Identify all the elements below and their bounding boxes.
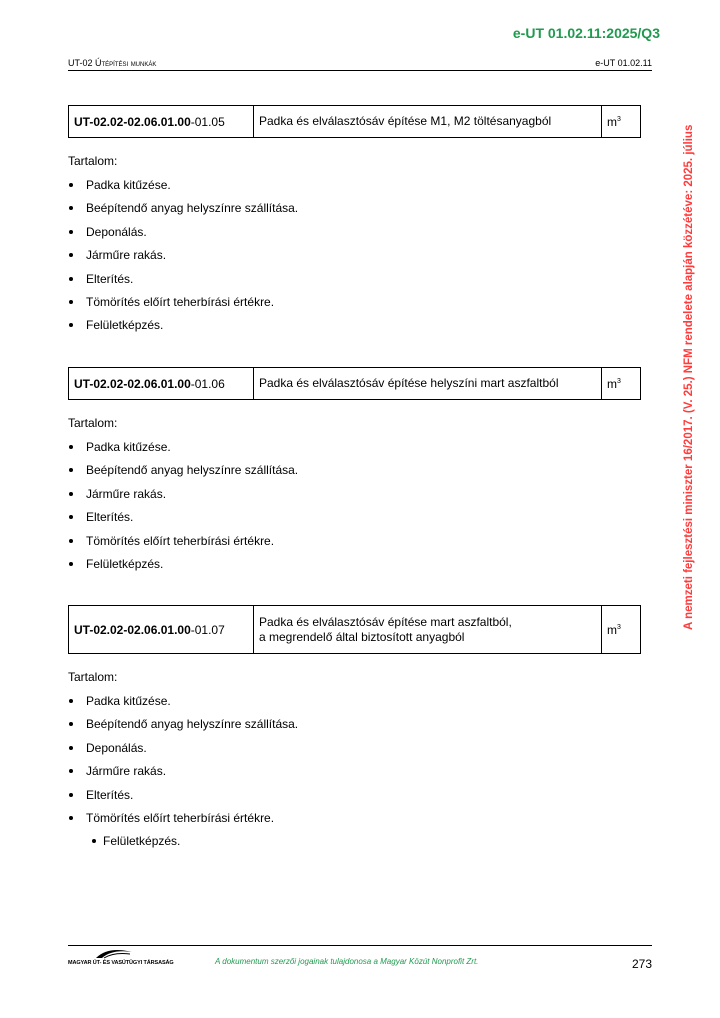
item-code-main: UT-02.02-02.06.01.00: [74, 622, 191, 637]
content-list-0107: [68, 694, 298, 858]
document-code: e-UT 01.02.11:2025/Q3: [512, 25, 660, 41]
content-list-0106: [68, 440, 298, 580]
bullet-icon: [69, 445, 73, 449]
list-item-text: Padka kitűzése.: [86, 440, 171, 454]
list-item-text: Padka kitűzése.: [86, 694, 171, 708]
list-item: [68, 834, 298, 857]
bullet-icon: [69, 539, 73, 543]
list-item-text: Tömörítés előírt teherbírási értékre.: [86, 294, 275, 309]
list-item-text: Felületképzés.: [86, 556, 164, 571]
list-item-text: Felületképzés.: [103, 834, 181, 849]
header-section: [68, 58, 156, 68]
list-item: [68, 248, 298, 271]
header-section-title: Útépítési munkák: [95, 58, 157, 68]
bullet-icon: [69, 492, 73, 496]
content-label: Tartalom:: [68, 154, 118, 168]
bullet-icon: [69, 230, 73, 234]
content-list-0105: [68, 178, 298, 342]
list-item: [68, 694, 298, 717]
list-item-text: Elterítés.: [86, 787, 134, 802]
item-table-0107: [68, 605, 641, 654]
item-code-main: UT-02.02-02.06.01.00: [74, 376, 191, 391]
item-description: [254, 606, 602, 654]
item-table-0105: [68, 105, 641, 138]
list-item-text: Beépítendő anyag helyszínre szállítása.: [86, 201, 299, 216]
bullet-icon: [92, 839, 96, 843]
list-item: [68, 201, 298, 224]
unit-exponent: 3: [617, 377, 621, 385]
list-item-text: Beépítendő anyag helyszínre szállítása.: [86, 463, 299, 478]
item-unit: [602, 106, 641, 138]
item-unit: [602, 606, 641, 654]
list-item: [68, 225, 298, 248]
item-table-0106: [68, 367, 641, 400]
item-description-line-1: Padka és elválasztósáv építése mart aszfaltból,: [259, 614, 512, 629]
bullet-icon: [69, 769, 73, 773]
bullet-icon: [69, 300, 73, 304]
list-item-text: Padka kitűzése.: [86, 178, 171, 192]
bullet-icon: [69, 277, 73, 281]
unit-exponent: 3: [617, 623, 621, 631]
item-code-suffix: -01.05: [190, 114, 225, 129]
unit-base: m: [607, 376, 617, 391]
item-code: [69, 368, 254, 400]
list-item-text: Tömörítés előírt teherbírási értékre.: [86, 533, 275, 548]
content-label: Tartalom:: [68, 416, 118, 430]
page-number: 273: [631, 957, 652, 971]
list-item: [68, 295, 298, 318]
bullet-icon: [69, 515, 73, 519]
list-item-text: Járműre rakás.: [86, 764, 167, 779]
bullet-icon: [69, 699, 73, 703]
copyright-notice: A dokumentum szerzői jogainak tulajdonosa a Magyar Közút Nonprofit Zrt.: [215, 957, 479, 966]
bullet-icon: [69, 562, 73, 566]
bullet-icon: [69, 253, 73, 257]
list-item-text: Tömörítés előírt teherbírási értékre.: [86, 810, 275, 825]
list-item: [68, 557, 298, 580]
list-item: [68, 717, 298, 740]
company-logo: [68, 948, 174, 970]
bullet-icon: [69, 746, 73, 750]
footer-divider: [68, 945, 652, 946]
list-item-text: Járműre rakás.: [86, 486, 167, 501]
publication-note: A nemzeti fejlesztési miniszter 16/2017. (V. 25.) NFM rendelete alapján közzétéve: 2025. július: [683, 124, 695, 630]
list-item-text: Elterítés.: [86, 271, 134, 286]
item-code-main: UT-02.02-02.06.01.00: [74, 114, 191, 129]
content-label: Tartalom:: [68, 670, 118, 684]
bullet-icon: [69, 816, 73, 820]
list-item: [68, 463, 298, 486]
logo-text: MAGYAR ÚT- ÉS VASÚTÜGYI TÁRSASÁG: [68, 960, 174, 966]
list-item-text: Elterítés.: [86, 510, 134, 525]
list-item: [68, 534, 298, 557]
item-code: [69, 106, 254, 138]
list-item-text: Deponálás.: [86, 740, 147, 755]
header-section-prefix: UT-02: [68, 58, 96, 68]
list-item: [68, 811, 298, 834]
list-item-text: Beépítendő anyag helyszínre szállítása.: [86, 717, 299, 732]
item-unit: [602, 368, 641, 400]
bullet-icon: [69, 468, 73, 472]
list-item: [68, 487, 298, 510]
list-item: [68, 788, 298, 811]
bullet-icon: [69, 793, 73, 797]
list-item: [68, 272, 298, 295]
bullet-icon: [69, 206, 73, 210]
item-description: Padka és elválasztósáv építése M1, M2 töltésanyagból: [254, 106, 602, 138]
list-item: [68, 510, 298, 533]
unit-exponent: 3: [617, 115, 621, 123]
running-header: [68, 58, 652, 71]
list-item: [68, 741, 298, 764]
list-item: [68, 764, 298, 787]
list-item-text: Felületképzés.: [86, 318, 164, 333]
item-description: Padka és elválasztósáv építése helyszíni mart aszfaltból: [254, 368, 602, 400]
logo-swoosh-icon: [94, 948, 134, 960]
item-code: [69, 606, 254, 654]
unit-base: m: [607, 622, 617, 637]
item-description-line-2: a megrendelő által biztosított anyagból: [259, 629, 465, 644]
bullet-icon: [69, 183, 73, 187]
list-item: [68, 318, 298, 341]
list-item-text: Deponálás.: [86, 224, 147, 239]
list-item: [68, 178, 298, 201]
item-code-suffix: -01.07: [190, 622, 225, 637]
list-item-text: Járműre rakás.: [86, 248, 167, 263]
unit-base: m: [607, 114, 617, 129]
bullet-icon: [69, 323, 73, 327]
item-code-suffix: -01.06: [190, 376, 225, 391]
list-item: [68, 440, 298, 463]
bullet-icon: [69, 722, 73, 726]
header-standard-code: e-UT 01.02.11: [595, 58, 652, 68]
